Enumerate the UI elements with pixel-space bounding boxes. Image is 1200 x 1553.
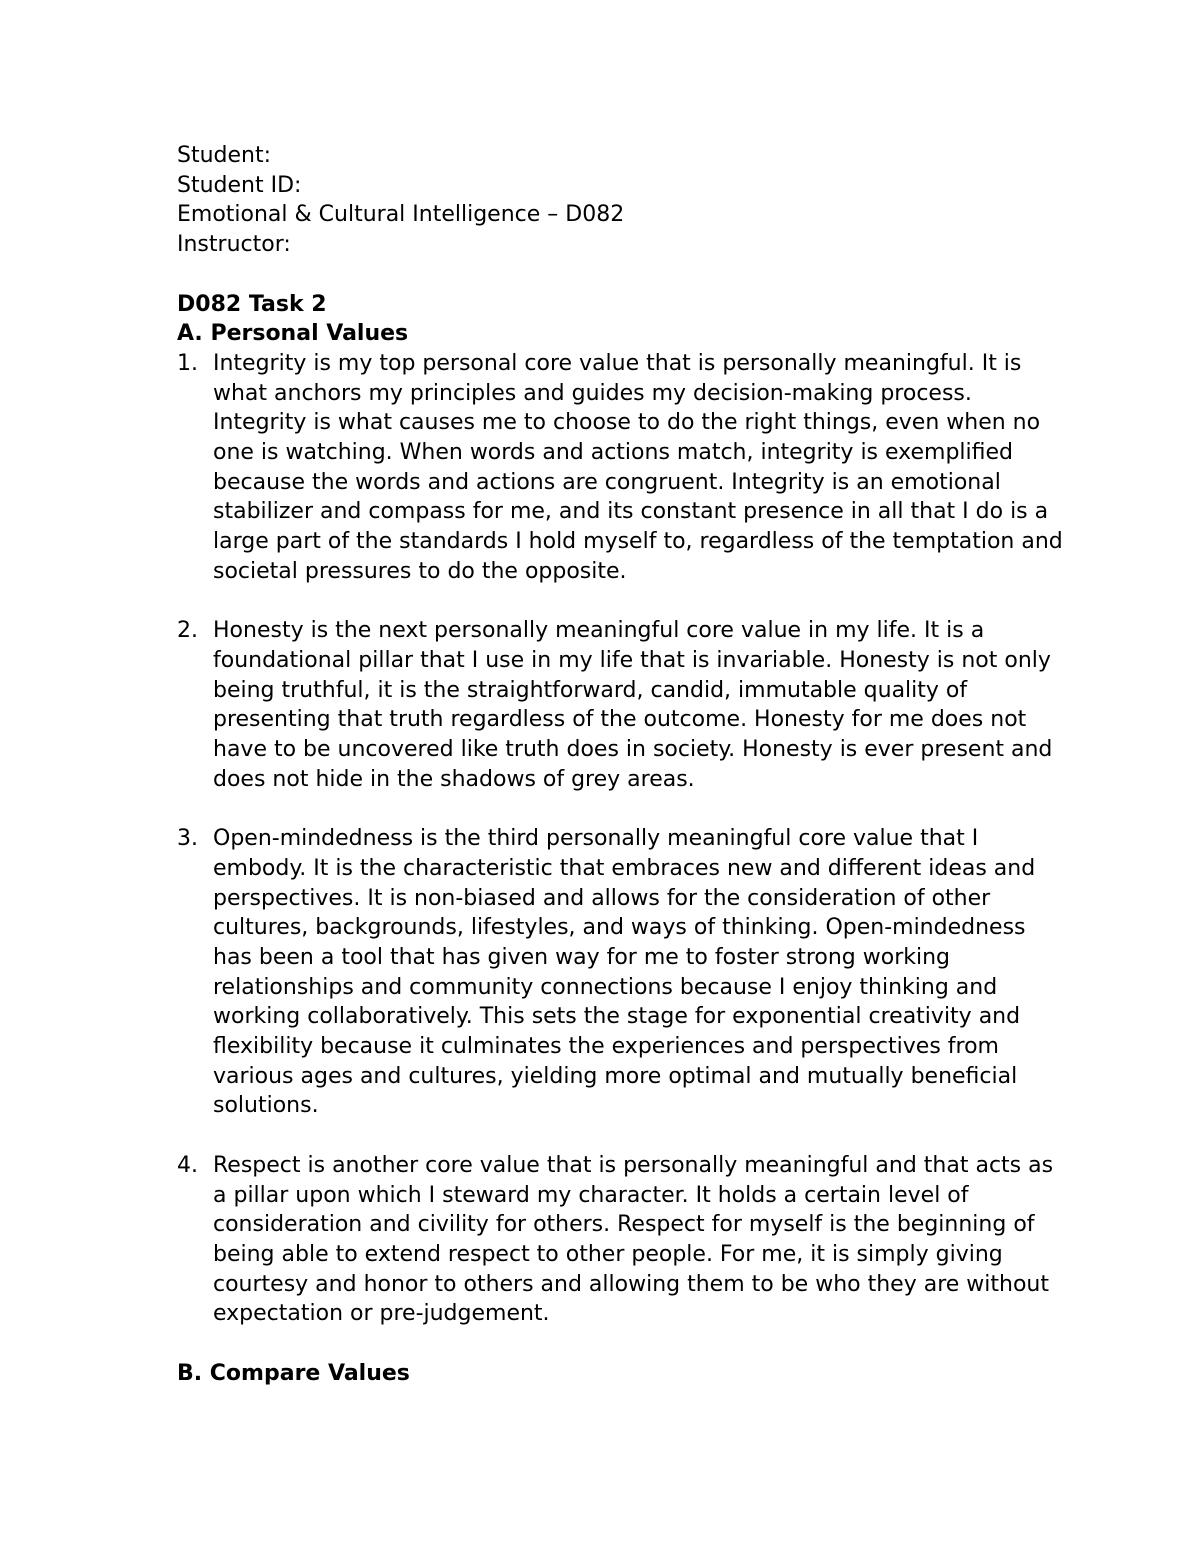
list-item-text: Honesty is the next personally meaningful core value in my life. It is a foundational pillar that I use in my life that is invariable. Honesty is not only being truthful, it is the straightforward, candid, immutable quality of presenting that truth regardless of the outcome. Honesty for me does not have to be uncovered like truth does in society. Honesty is ever present and does not hide in the shadows of grey areas. <box>213 618 1053 792</box>
section-b-heading: B. Compare Values <box>177 1360 410 1386</box>
list-item <box>177 1151 1063 1329</box>
list-item-number: 1. <box>177 350 198 376</box>
student-id-label: Student ID: <box>177 172 302 198</box>
instructor-label: Instructor: <box>177 232 291 258</box>
student-label: Student: <box>177 143 272 168</box>
list-item <box>177 616 1063 794</box>
list-item-number: 3. <box>177 826 198 852</box>
spacer <box>177 260 1077 290</box>
course-title: Emotional & Cultural Intelligence – D082 <box>177 202 625 228</box>
list-item-text: Respect is another core value that is personally meaningful and that acts as a pillar upon which I steward my character. It holds a certain level of consideration and civility for others. Respect for myself is the beginning of being able to extend respect to other people. For me, it is simply giving courtesy and honor to others and allowing them to be who they are without expectation or pre-judgement. <box>213 1152 1054 1327</box>
list-item-number: 4. <box>177 1152 198 1178</box>
list-item-number: 2. <box>177 618 198 644</box>
section-a-heading: A. Personal Values <box>177 321 409 347</box>
list-item <box>177 824 1063 1121</box>
list-item <box>177 349 1063 587</box>
document-body <box>177 141 1077 1388</box>
list-item-text: Integrity is my top personal core value that is personally meaningful. It is what anchors my principles and guides my decision-making process. Integrity is what causes me to choose to do the right things, even when no one is watching. When words and actions match, integrity is exemplified because the words and actions are congruent. Integrity is an emotional stabilizer and compass for me, and its constant presence in all that I do is a large part of the standards I hold myself to, regardless of the temptation and societal pressures to do the opposite. <box>213 350 1063 584</box>
list-item-text: Open-mindedness is the third personally meaningful core value that I embody. It is the characteristic that embraces new and different ideas and perspectives. It is non-biased and allows for the consideration of other cultures, backgrounds, lifestyles, and ways of thinking. Open-mindedness has been a tool that has given way for me to foster strong working relationships and community connections because I enjoy thinking and working collaboratively. This sets the stage for exponential creativity and flexibility because it culminates the experiences and perspectives from various ages and cultures, yielding more optimal and mutually beneficial solutions. <box>213 826 1036 1119</box>
document-title: D082 Task 2 <box>177 291 327 317</box>
personal-values-list <box>177 349 1077 1329</box>
